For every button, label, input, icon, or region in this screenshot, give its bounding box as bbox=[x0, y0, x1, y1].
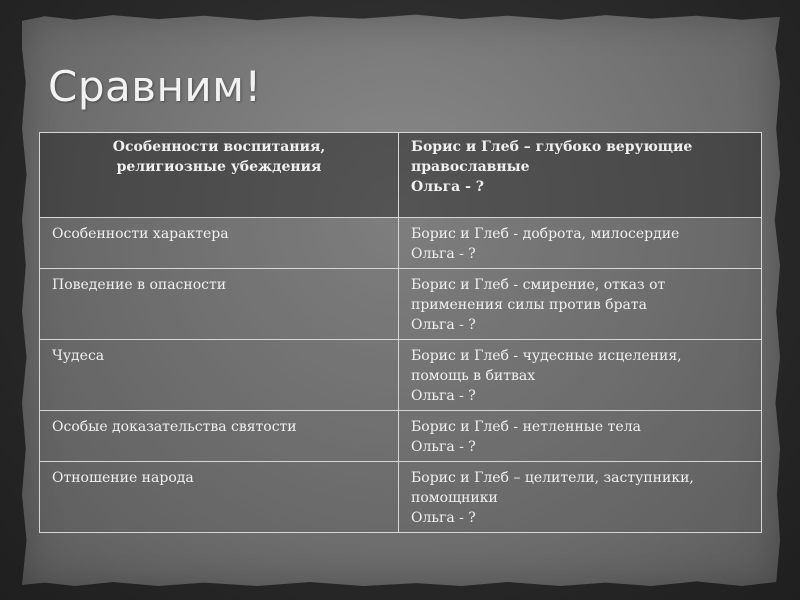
value-line: применения силы против брата bbox=[411, 297, 647, 313]
header-left-line: Особенности воспитания, bbox=[112, 139, 326, 155]
row-value bbox=[399, 411, 762, 462]
row-label: Отношение народа bbox=[40, 462, 399, 533]
value-line: помощь в битвах bbox=[411, 368, 536, 384]
header-cell-left bbox=[40, 133, 399, 218]
row-value bbox=[399, 269, 762, 340]
header-right-line: православные bbox=[411, 159, 530, 175]
value-line: помощники bbox=[411, 490, 498, 506]
row-label: Особенности характера bbox=[40, 218, 399, 269]
header-left-line: религиозные убеждения bbox=[116, 159, 322, 175]
header-right-line: Ольга - ? bbox=[411, 179, 484, 195]
value-line: Борис и Глеб - нетленные тела bbox=[411, 419, 641, 435]
row-label: Поведение в опасности bbox=[40, 269, 399, 340]
value-line: Ольга - ? bbox=[411, 246, 476, 262]
value-line: Ольга - ? bbox=[411, 510, 476, 526]
value-line: Ольга - ? bbox=[411, 317, 476, 333]
value-line: Ольга - ? bbox=[411, 439, 476, 455]
table-row bbox=[40, 462, 762, 533]
table-header-row bbox=[40, 133, 762, 218]
value-line: Борис и Глеб – целители, заступники, bbox=[411, 470, 694, 486]
value-line: Борис и Глеб - смирение, отказ от bbox=[411, 277, 666, 293]
table-row bbox=[40, 411, 762, 462]
row-label: Особые доказательства святости bbox=[40, 411, 399, 462]
row-value bbox=[399, 462, 762, 533]
table-row bbox=[40, 269, 762, 340]
table-row bbox=[40, 340, 762, 411]
comparison-table bbox=[39, 132, 762, 533]
header-right-line: Борис и Глеб – глубоко верующие bbox=[411, 139, 693, 155]
value-line: Ольга - ? bbox=[411, 388, 476, 404]
row-value bbox=[399, 340, 762, 411]
header-cell-right bbox=[399, 133, 762, 218]
slide-title: Сравним! bbox=[48, 62, 262, 111]
value-line: Борис и Глеб - доброта, милосердие bbox=[411, 226, 680, 242]
table-row bbox=[40, 218, 762, 269]
row-value bbox=[399, 218, 762, 269]
row-label: Чудеса bbox=[40, 340, 399, 411]
value-line: Борис и Глеб - чудесные исцеления, bbox=[411, 348, 682, 364]
